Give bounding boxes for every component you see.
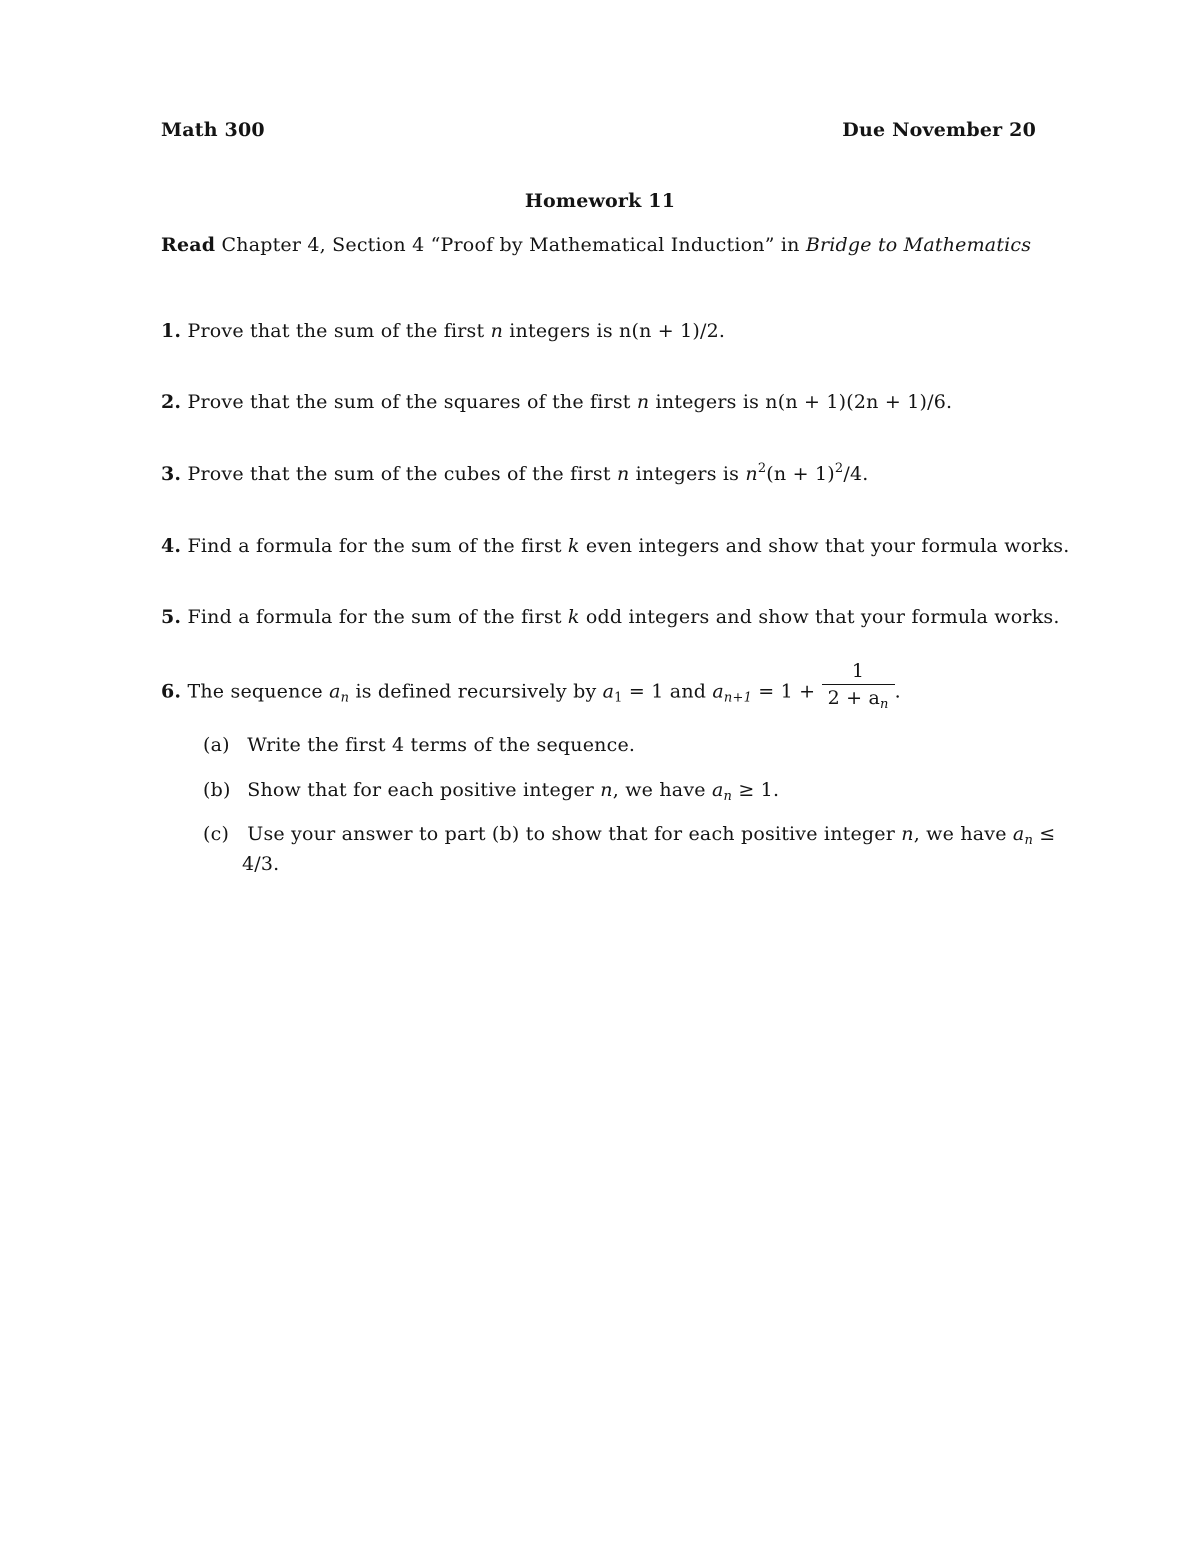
variable: a: [1012, 823, 1025, 845]
problem-text: integers is: [509, 320, 613, 342]
variable: a: [711, 779, 724, 801]
variable: a: [602, 680, 615, 703]
problem-2: [161, 391, 952, 413]
variable: k: [567, 606, 580, 628]
variable: n: [636, 391, 650, 413]
problem-3: [161, 463, 868, 485]
problem-text: and: [669, 680, 707, 703]
problem-text: Find a formula for the sum of the first: [187, 606, 562, 628]
variable: a: [329, 680, 341, 703]
variable: n: [490, 320, 504, 342]
part-label: (a): [203, 734, 230, 756]
part-label: (b): [203, 779, 231, 801]
problem-text: integers is: [635, 463, 740, 485]
reading-text: Chapter 4, Section 4 “Proof by Mathematical Induction” in: [221, 234, 800, 256]
problem-number: 4.: [161, 535, 182, 557]
subscript: n: [723, 789, 733, 804]
problem-text: Prove that the sum of the squares of the first: [187, 391, 631, 413]
problem-text: is defined recursively by: [355, 680, 597, 703]
fraction: [822, 660, 895, 712]
problem-number: 2.: [161, 391, 182, 413]
problem-text: Use your answer to part (b) to show that for each positive integer: [247, 823, 896, 845]
part-label: (c): [203, 823, 230, 845]
formula: n(n + 1)(2n + 1)/6.: [765, 391, 953, 413]
variable: k: [567, 535, 580, 557]
subscript: 1: [614, 690, 623, 706]
formula-part: = 1 +: [758, 680, 816, 703]
problem-text: , we have: [913, 823, 1007, 845]
problem-text: Prove that the sum of the first: [187, 320, 485, 342]
exponent: 2: [757, 461, 767, 476]
page-title: Homework 11: [524, 190, 676, 212]
problem-text: integers is: [655, 391, 760, 413]
problem-6c: [203, 823, 1056, 848]
reading-book: Bridge to Mathematics: [805, 234, 1032, 256]
problem-6b: [203, 779, 780, 804]
formula: [745, 463, 868, 485]
formula-part: = 1: [628, 680, 664, 703]
formula-part: n: [745, 463, 758, 485]
problem-text: Find a formula for the sum of the first: [187, 535, 562, 557]
variable: n: [600, 779, 613, 801]
due-date: Due November 20: [842, 119, 1036, 141]
subscript: n: [340, 690, 350, 706]
formula-part: (n + 1): [766, 463, 835, 485]
variable: a: [712, 680, 724, 703]
fraction-numerator: 1: [822, 660, 895, 685]
exponent: 2: [834, 461, 844, 476]
problem-text: odd integers and show that your formula works.: [585, 606, 1060, 628]
problem-6: [161, 660, 901, 717]
variable: n: [901, 823, 914, 845]
problem-text: Show that for each positive integer: [247, 779, 595, 801]
problem-text: Prove that the sum of the cubes of the first: [187, 463, 611, 485]
problem-number: 1.: [161, 320, 182, 342]
formula-part: 2 + a: [827, 687, 880, 709]
problem-6c-continuation: 4/3.: [242, 853, 280, 875]
problem-number: 3.: [161, 463, 182, 485]
problem-number: 6.: [161, 680, 182, 703]
problem-text: even integers and show that your formula works.: [585, 535, 1070, 557]
variable: n: [616, 463, 630, 485]
formula-part: .: [894, 680, 901, 703]
subscript: n: [879, 697, 889, 712]
problem-6a: [203, 734, 635, 756]
formula-part: ≥ 1.: [738, 779, 780, 801]
reading-lead: Read: [161, 234, 216, 256]
problem-number: 5.: [161, 606, 182, 628]
problem-text: , we have: [612, 779, 706, 801]
problem-1: [161, 320, 725, 342]
fraction-denominator: [822, 685, 895, 712]
reading-assignment: [161, 234, 1031, 256]
subscript: n+1: [723, 690, 753, 706]
course-name: Math 300: [161, 119, 265, 141]
subscript: n: [1024, 833, 1034, 848]
formula-part: ≤: [1039, 823, 1056, 845]
problem-text: Write the first 4 terms of the sequence.: [247, 734, 636, 756]
problem-4: [161, 535, 1070, 557]
problem-text: The sequence: [187, 680, 323, 703]
formula: n(n + 1)/2.: [619, 320, 726, 342]
formula-part: /4.: [843, 463, 869, 485]
problem-5: [161, 606, 1060, 628]
